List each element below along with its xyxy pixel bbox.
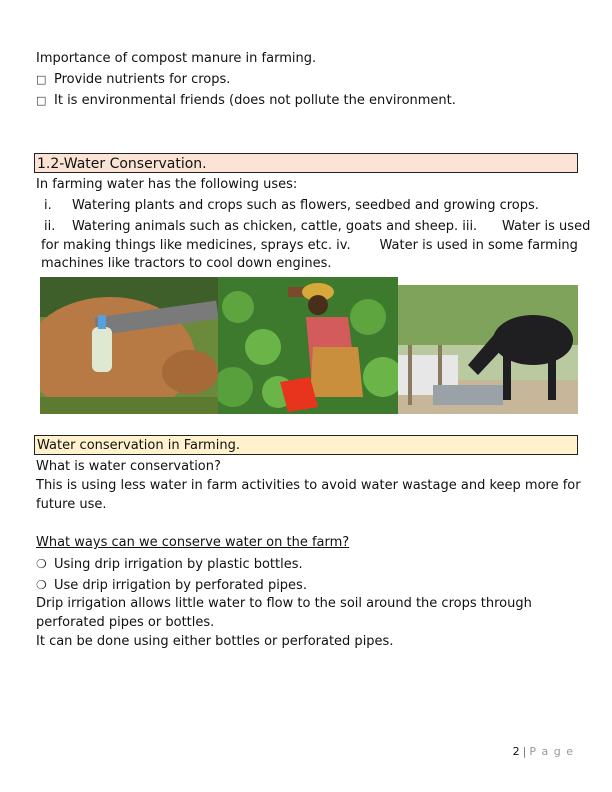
intro-title: Importance of compost manure in farming. [36,51,317,66]
way-item: ❍ Using drip irrigation by plastic bottles. [36,557,303,572]
paragraph: It can be done using either bottles or perforated pipes. [36,634,394,649]
bullet-square-icon: □ [36,94,47,107]
bullet-square-icon: □ [36,73,47,86]
question: What is water conservation? [36,459,221,474]
intro-bullet: □ Provide nutrients for crops. [36,72,231,87]
use-continuation: machines like tractors to cool down engines. [41,256,332,271]
use-item: ii. Watering animals such as chicken, cattle, goats and sheep. iii. Water is used [44,219,591,234]
page-label: P a g e [529,745,574,758]
paragraph: Drip irrigation allows little water to flow to the soil around the crops through [36,596,532,611]
bullet-circle-icon: ❍ [36,557,47,571]
cow-drinking-photo [398,285,578,414]
ways-subheading: What ways can we conserve water on the farm? [36,535,350,550]
use-item: i. Watering plants and crops such as flowers, seedbed and growing crops. [44,198,539,213]
photo-strip [40,277,578,414]
answer: This is using less water in farm activities to avoid water wastage and keep more for [36,478,581,493]
cow-spray-photo [40,277,218,414]
bullet-circle-icon: ❍ [36,578,47,592]
watering-crops-photo [218,277,398,414]
page-footer: 2 | P a g e [512,745,574,758]
section1-lead: In farming water has the following uses: [36,177,298,192]
section-heading-water-farming: Water conservation in Farming. [34,435,578,455]
way-item: ❍ Use drip irrigation by perforated pipes. [36,578,307,593]
page-number: 2 [512,745,520,758]
use-continuation: for making things like medicines, sprays etc. iv. Water is used in some farming [41,238,578,253]
paragraph: perforated pipes or bottles. [36,615,215,630]
intro-bullet: □ It is environmental friends (does not pollute the environment. [36,93,456,108]
section-heading-water-conservation: 1.2-Water Conservation. [34,153,578,173]
answer: future use. [36,497,107,512]
